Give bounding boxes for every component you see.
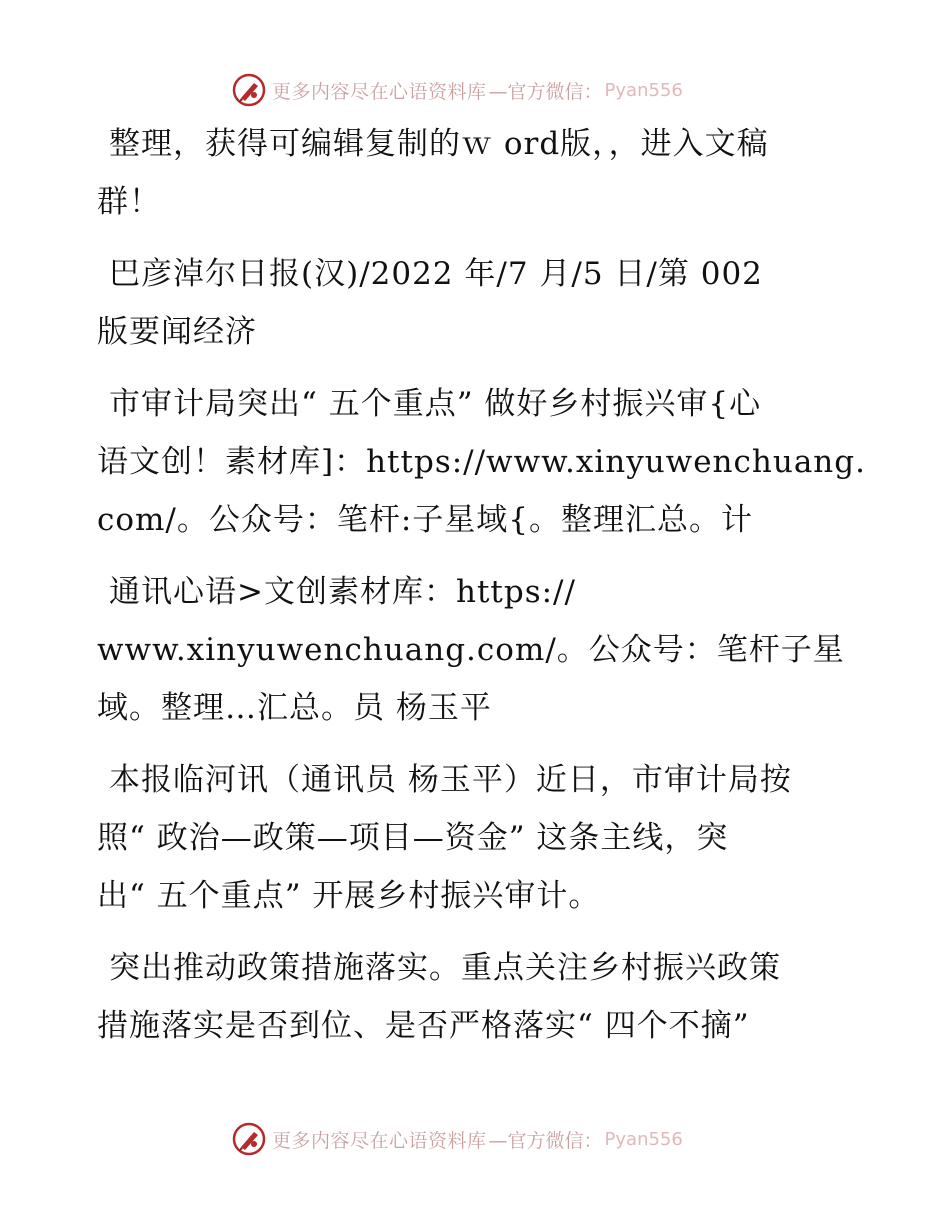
paragraph xyxy=(97,563,857,737)
banner-title: 更多内容尽在心语资料库 xyxy=(272,80,487,103)
text-line: 照“ 政治—政策—项目—资金” 这条主线，突 xyxy=(97,820,729,856)
text-line: 版要闻经济 xyxy=(97,314,257,350)
text-line: 巴彦淖尔日报(汉)/2022 年/7 月/5 日/第 002 xyxy=(109,256,763,292)
banner-label: —官方微信： xyxy=(488,1129,603,1152)
footer-banner xyxy=(232,1119,712,1159)
paragraph xyxy=(97,375,866,549)
pen-logo-icon xyxy=(232,1122,266,1156)
text-line: 群！ xyxy=(97,184,161,220)
text-line: 措施落实是否到位、是否严格落实“ 四个不摘” xyxy=(97,1008,750,1044)
paragraph xyxy=(97,751,857,925)
document-body xyxy=(97,115,866,1069)
text-line: 整理，获得可编辑复制的ｗ ord版，，进入文稿 xyxy=(109,126,769,162)
text-line: 通讯心语>文创素材库：https:// xyxy=(109,574,576,610)
banner-wechat-id: Pyan556 xyxy=(604,1128,683,1150)
text-line: 域。整理…汇总。员 杨玉平 xyxy=(97,690,492,726)
paragraph xyxy=(97,115,857,231)
banner-title: 更多内容尽在心语资料库 xyxy=(272,1129,487,1152)
header-banner xyxy=(232,70,712,110)
text-line: 出“ 五个重点” 开展乡村振兴审计。 xyxy=(97,878,601,914)
banner-label: —官方微信： xyxy=(488,80,603,103)
text-line: com/。公众号：笔杆:子星域{。整理汇总。计 xyxy=(97,502,754,538)
text-line: www.xinyuwenchuang.com/。公众号：笔杆子星 xyxy=(97,632,845,668)
pen-logo-icon xyxy=(232,73,266,107)
text-line: 本报临河讯（通讯员 杨玉平）近日，市审计局按 xyxy=(109,762,792,798)
banner-wechat-id: Pyan556 xyxy=(604,79,683,101)
paragraph xyxy=(97,245,857,361)
paragraph xyxy=(97,939,857,1055)
text-line: 市审计局突出“ 五个重点” 做好乡村振兴审{心 xyxy=(109,386,762,422)
text-line: 突出推动政策措施落实。重点关注乡村振兴政策 xyxy=(109,950,781,986)
text-line: 语文创！素材库]：https://www.xinyuwenchuang. xyxy=(97,444,866,480)
